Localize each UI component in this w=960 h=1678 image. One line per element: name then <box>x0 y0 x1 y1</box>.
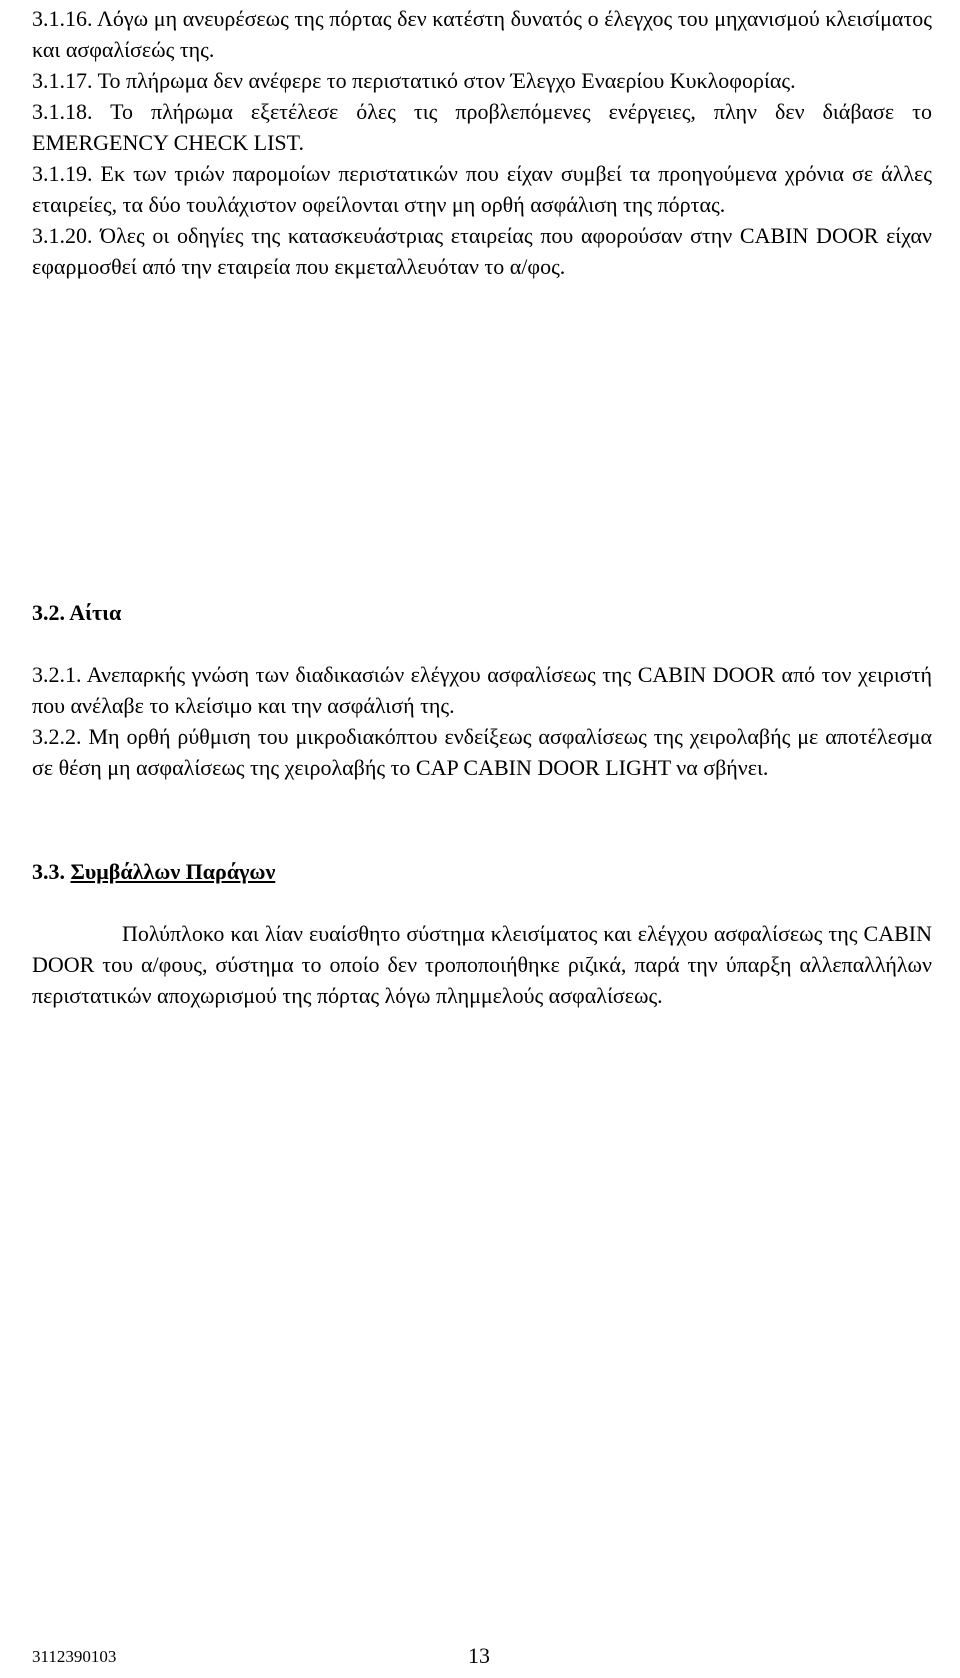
cause-3-2-1: 3.2.1. Ανεπαρκής γνώση των διαδικασιών ελέγχου ασφαλίσεως της CABIN DOOR από τον χειριστή που ανέλαβε το κλείσιμο και την ασφάλισή της. <box>32 662 932 718</box>
section-title: Συμβάλλων Παράγων <box>70 859 276 884</box>
findings-list <box>32 3 932 282</box>
section-heading-causes: 3.2. Αίτια <box>32 600 122 625</box>
finding-3-1-17: 3.1.17. Το πλήρωμα δεν ανέφερε το περιστατικό στον Έλεγχο Εναερίου Κυκλοφορίας. <box>32 68 796 93</box>
footer-page-number: 13 <box>468 1643 490 1668</box>
contributing-factor-body <box>32 918 932 1011</box>
finding-3-1-20: 3.1.20. Όλες οι οδηγίες της κατασκευάστριας εταιρείας που αφορούσαν στην CABIN DOOR είχαν εφαρμοσθεί από την εταιρεία που εκμεταλλευόταν το α/φος. <box>32 223 932 279</box>
footer-doc-code: 3112390103 <box>32 1647 117 1666</box>
finding-3-1-18: 3.1.18. Το πλήρωμα εξετέλεσε όλες τις προβλεπόμενες ενέργειες, πλην δεν διάβασε το EMERGENCY CHECK LIST. <box>32 99 932 155</box>
finding-3-1-19: 3.1.19. Εκ των τριών παρομοίων περιστατικών που είχαν συμβεί τα προηγούμενα χρόνια σε άλλες εταιρείες, τα δύο τουλάχιστον οφείλονται στην μη ορθή ασφάλιση της πόρτας. <box>32 161 932 217</box>
finding-3-1-16: 3.1.16. Λόγω μη ανευρέσεως της πόρτας δεν κατέστη δυνατός ο έλεγχος του μηχανισμού κλεισίματος και ασφαλίσεώς της. <box>32 6 932 62</box>
section-heading-contributing-factor <box>32 856 275 887</box>
contributing-factor-paragraph: Πολύπλοκο και λίαν ευαίσθητο σύστημα κλεισίματος και ελέγχου ασφαλίσεως της CABIN DOOR του α/φους, σύστημα το οποίο δεν τροποποιήθηκε ριζικά, παρά την ύπαρξη αλλεπαλλήλων περιστατικών αποχωρισμού της πόρτας λόγω πλημμελούς ασφαλίσεως. <box>32 921 932 1008</box>
section-number: 3.3. <box>32 859 65 884</box>
causes-list <box>32 659 932 783</box>
cause-3-2-2: 3.2.2. Μη ορθή ρύθμιση του μικροδιακόπτου ενδείξεως ασφαλίσεως της χειρολαβής με αποτέλεσμα σε θέση μη ασφαλίσεως της χειρολαβής το CAP CABIN DOOR LIGHT να σβήνει. <box>32 724 932 780</box>
